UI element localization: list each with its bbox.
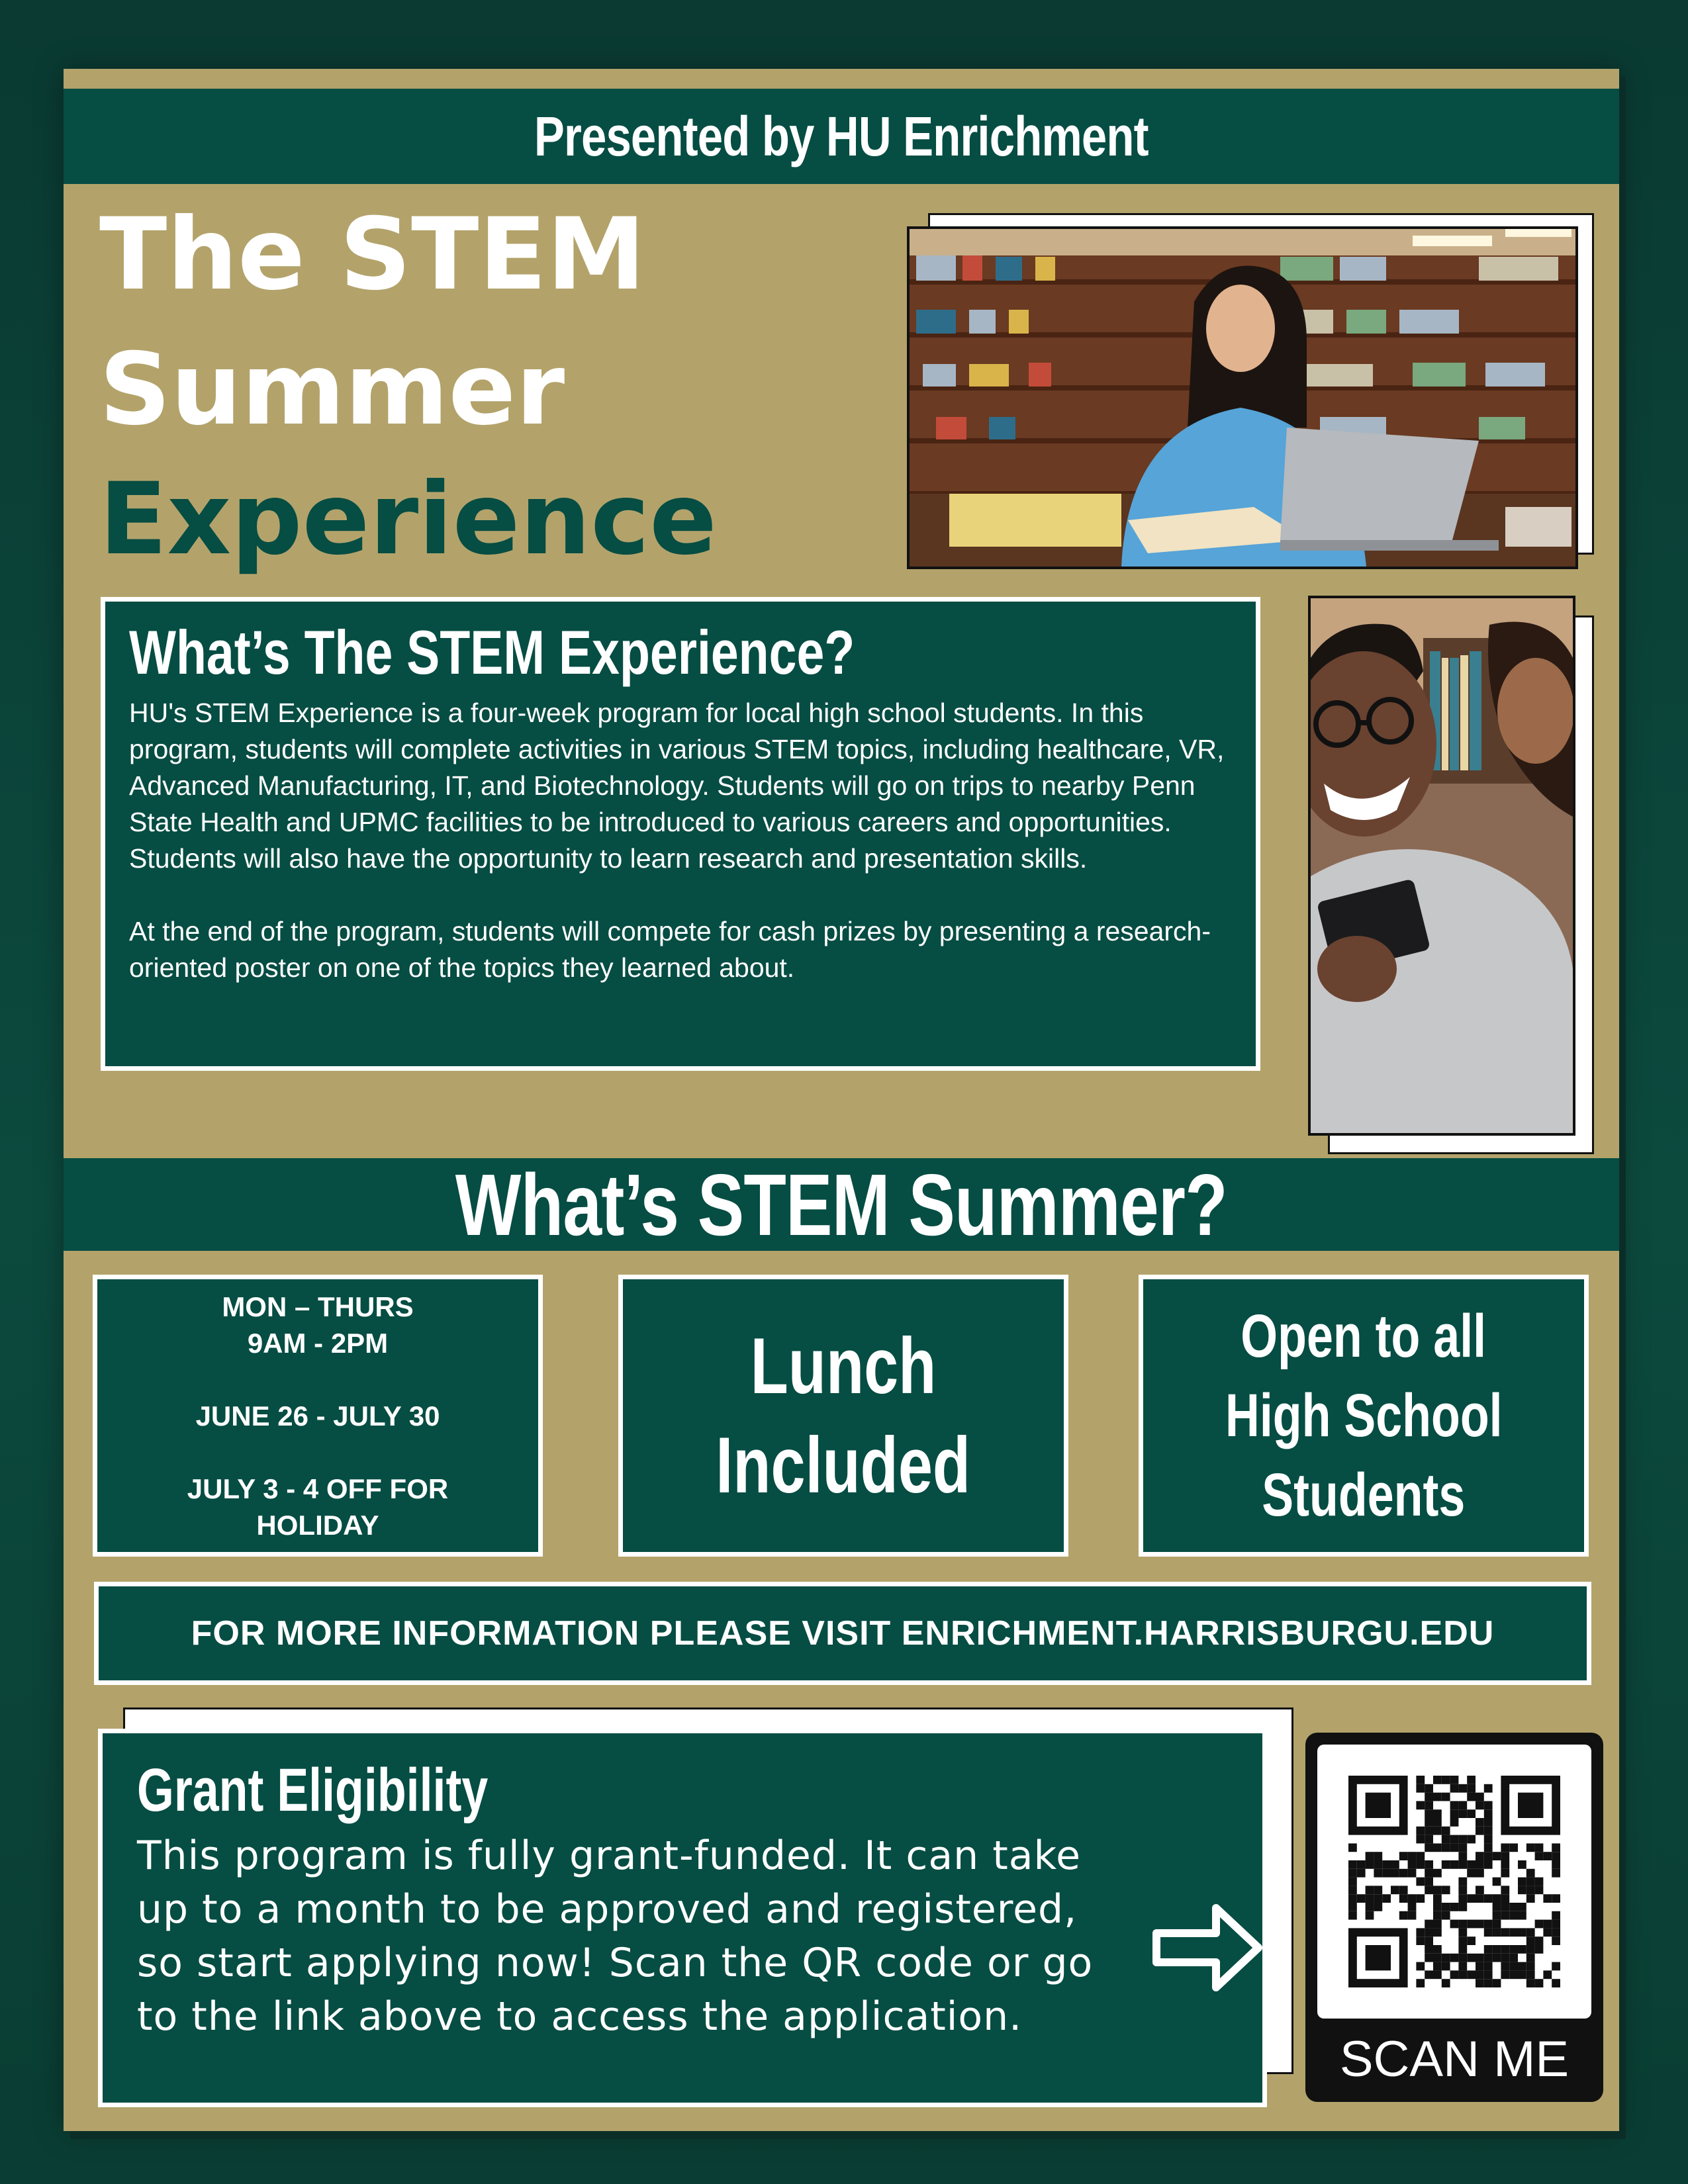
lunch-line-1: Lunch xyxy=(750,1322,937,1410)
stem-summer-banner xyxy=(64,1158,1619,1251)
grant-heading: Grant Eligibility xyxy=(137,1756,489,1824)
about-heading: What’s The STEM Experience? xyxy=(129,617,855,687)
open-line-1: Open to all xyxy=(1241,1302,1487,1370)
grant-body: This program is fully grant-funded. It can take up to a month to be approved and registered, so start applying now! Scan the QR code or go to the link above to access the application. xyxy=(137,1833,1094,2040)
grant-section xyxy=(98,1729,1267,2107)
title-line-1: The STEM xyxy=(99,197,646,312)
open-line-3: Students xyxy=(1262,1461,1466,1529)
about-paragraph-2: At the end of the program, students will compete for cash prizes by presenting a research-oriented poster on one of the topics they learned about. xyxy=(129,915,1211,983)
stem-summer-heading: What’s STEM Summer? xyxy=(455,1156,1228,1253)
about-paragraph-1: HU's STEM Experience is a four-week program for local high school students. In this program, students will complete activities in various STEM topics, including healthcare, VR, Advanced Manufacturing, IT, and Biotechnology. Students will go on trips to nearby Penn State Health and UPMC facilities to be introduced to various careers and opportunities. Students will also have the opportunity to learn research and presentation skills. xyxy=(129,697,1225,874)
lunch-box xyxy=(618,1275,1068,1557)
eligibility-box xyxy=(1139,1275,1589,1557)
schedule-holiday-line-1: JULY 3 - 4 OFF FOR xyxy=(187,1473,449,1504)
more-info-link[interactable]: FOR MORE INFORMATION PLEASE VISIT ENRICHMENT.HARRISBURGU.EDU xyxy=(94,1582,1591,1685)
title-line-2: Summer xyxy=(99,332,565,447)
open-line-2: High School xyxy=(1225,1382,1503,1449)
library-student-photo xyxy=(907,226,1578,569)
schedule-hours: 9AM - 2PM xyxy=(247,1327,389,1359)
lunch-line-2: Included xyxy=(716,1421,971,1510)
qr-code[interactable] xyxy=(1317,1745,1591,2019)
qr-code-icon xyxy=(1348,1776,1560,1987)
flyer xyxy=(64,69,1619,2131)
schedule-dates: JUNE 26 - JULY 30 xyxy=(195,1400,440,1432)
scan-me-label: SCAN ME xyxy=(1339,2030,1570,2087)
arrow-right-icon xyxy=(1150,1899,1266,1997)
presented-by-banner xyxy=(64,89,1619,184)
schedule-box xyxy=(93,1275,543,1557)
about-section xyxy=(101,597,1260,1071)
schedule-days: MON – THURS xyxy=(222,1291,414,1322)
schedule-holiday-line-2: HOLIDAY xyxy=(256,1509,379,1541)
students-tablet-photo xyxy=(1308,596,1575,1136)
title-line-3: Experience xyxy=(99,462,717,577)
presented-by-text: Presented by HU Enrichment xyxy=(534,105,1149,167)
qr-code-card[interactable] xyxy=(1305,1733,1603,2102)
